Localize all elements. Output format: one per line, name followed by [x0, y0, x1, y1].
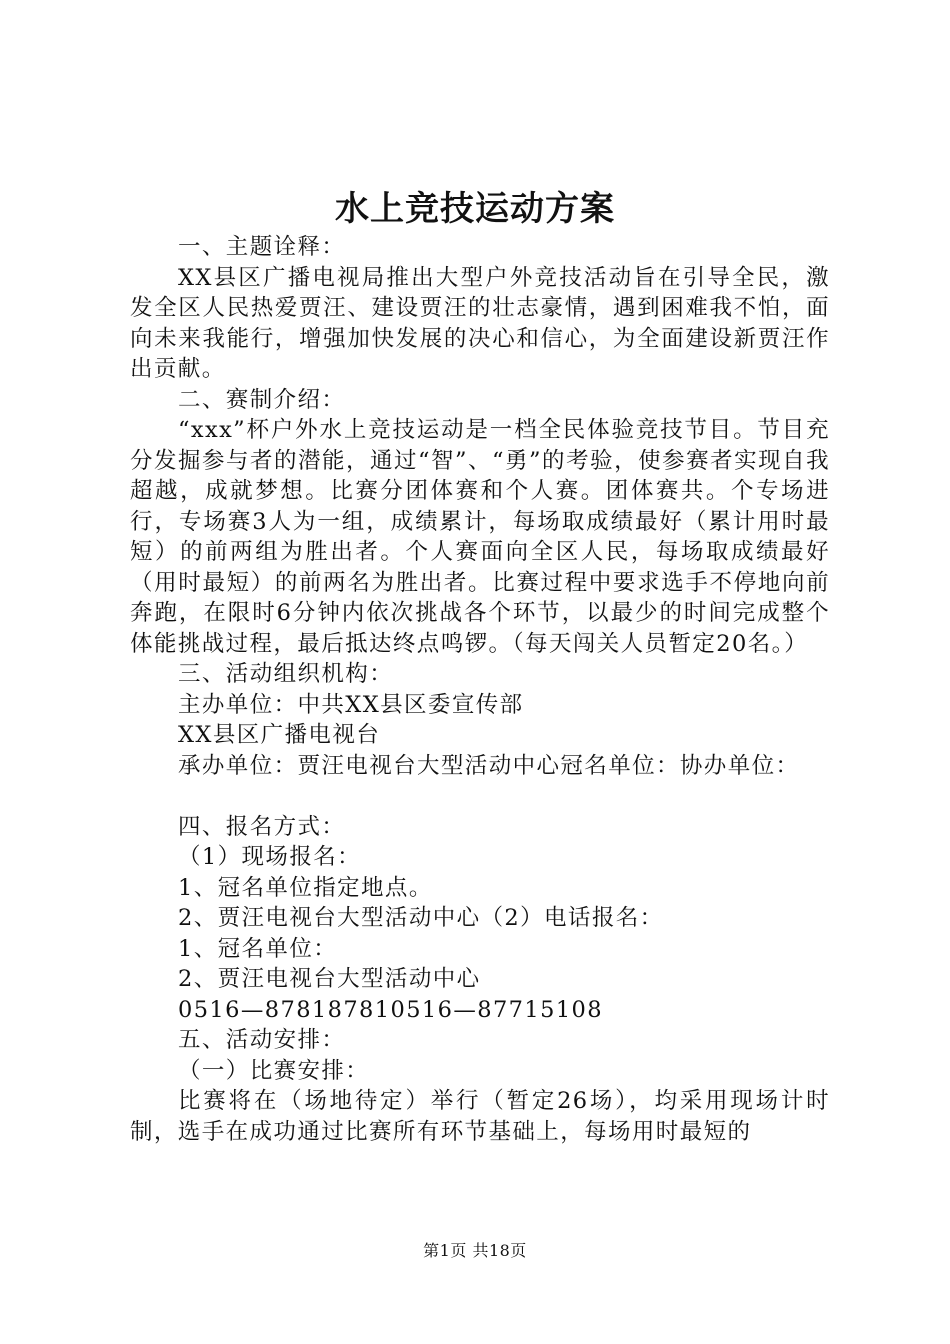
- section-heading: 四、报名方式：: [178, 813, 346, 840]
- paragraph: 比赛将在（场地待定）举行（暂定26场），均采用现场计时制，选手在成功通过比赛所有环节基础上，每场用时最短的: [130, 1088, 830, 1145]
- section-heading: 二、赛制介绍：: [178, 386, 346, 413]
- paragraph: “xxx”杯户外水上竞技运动是一档全民体验竞技节目。节目充分发掘参与者的潜能，通过“智”、“勇”的考验，使参赛者实现自我超越，成就梦想。比赛分团体赛和个人赛。团体赛共。个专场进行，专场赛3人为一组，成绩累计，每场取成绩最好（累计用时最短）的前两组为胜出者。个人赛面向全区人民，每场取成绩最好（用时最短）的前两名为胜出者。比赛过程中要求选手不停地向前奔跑，在限时6分钟内依次挑战各个环节，以最少的时间完成整个体能挑战过程，最后抵达终点鸣锣。（每天闯关人员暂定20名。）: [130, 417, 830, 657]
- sub-heading: （1）现场报名：: [178, 844, 362, 870]
- text-line: XX县区广播电视台: [178, 722, 381, 748]
- phone-numbers: 0516—878187810516—87715108: [178, 996, 603, 1023]
- page-footer: 第1页 共18页: [423, 1241, 527, 1260]
- list-item: 1、冠名单位：: [178, 935, 338, 962]
- section-heading: 三、活动组织机构：: [178, 661, 394, 687]
- blank-line: [130, 781, 830, 812]
- text-line: 承办单位：贾汪电视台大型活动中心冠名单位：协办单位：: [178, 752, 800, 779]
- list-item: 2、贾汪电视台大型活动中心（2）电话报名：: [178, 905, 664, 931]
- sub-heading: （一）比赛安排：: [178, 1057, 370, 1084]
- section-heading: 五、活动安排：: [178, 1027, 346, 1053]
- text-line: 主办单位：中共XX县区委宣传部: [178, 691, 524, 718]
- list-item: 2、贾汪电视台大型活动中心: [178, 966, 481, 992]
- list-item: 1、冠名单位指定地点。: [178, 874, 433, 901]
- document-title: 水上竞技运动方案: [335, 189, 615, 229]
- document-body: [130, 232, 830, 1147]
- paragraph: XX县区广播电视局推出大型户外竞技活动旨在引导全民，激发全区人民热爱贾汪、建设贾汪的壮志豪情，遇到困难我不怕，面向未来我能行，增强加快发展的决心和信心，为全面建设新贾汪作出贡献。: [130, 264, 830, 382]
- section-heading: 一、主题诠释：: [178, 234, 346, 260]
